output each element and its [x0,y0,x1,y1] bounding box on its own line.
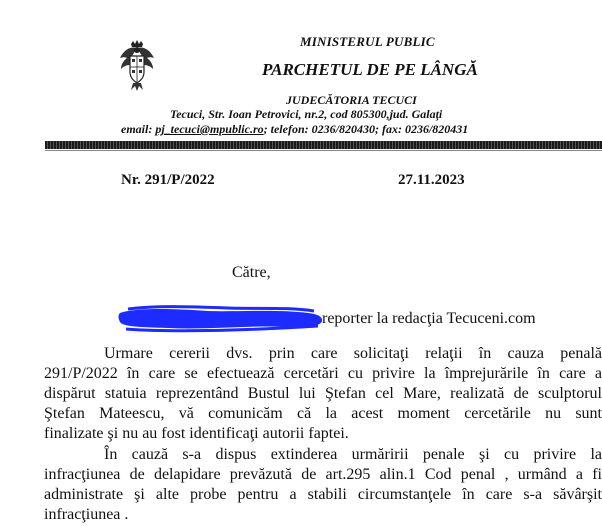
paragraph-1-line-3: dispărut statuia reprezentând Bustul lui Ştefan cel Mare, realizată de sculptorul [44,385,602,402]
paragraph-1-line-2: 291/P/2022 în care se efectuează cercetări cu privire la împrejurările în care a [44,365,602,382]
phone-fax: ; telefon: 0236/820430; fax: 0236/820431 [263,122,469,136]
paragraph-2-line-3: administrate şi alte probe pentru a stabili circumstanţele în care s-a săvârşit [44,486,602,503]
ministry-heading: MINISTERUL PUBLIC [300,34,435,49]
redaction-mark [118,303,324,333]
paragraph-1-line-5: finalizate şi nu au fost identificaţi autorii faptei. [44,425,349,442]
institution-heading: PARCHETUL DE PE LÂNGĂ [262,60,478,79]
document-number: Nr. 291/P/2022 [121,172,215,188]
email-label: email: [121,122,153,136]
contact-line [121,122,468,137]
court-heading: JUDECĂTORIA TECUCI [286,93,417,107]
paragraph-2-line-4: infracţiunea . [44,506,129,523]
header-divider-thin [45,150,602,151]
paragraph-1-line-4: Ştefan Mateescu, vă comunicăm că la acest moment cercetările nu sunt [44,405,602,422]
paragraph-2-line-2: infracţiunea de delapidare prevăzută de art.295 alin.1 Cod penal , urmând a fi [44,466,602,483]
address-line: Tecuci, Str. Ioan Petrovici, nr.2, cod 805300,jud. Galaţi [170,107,443,121]
salutation: Către, [232,264,271,281]
email-link[interactable]: pj_tecuci@mpublic.ro [155,122,264,136]
header-divider [45,141,602,149]
paragraph-2-line-1: În cauză s-a dispus extinderea urmăririi penale şi cu privire la [104,446,602,463]
paragraph-1-line-1: Urmare cererii dvs. prin care solicitaţi relaţii în cauza penală [104,345,602,362]
document-date: 27.11.2023 [398,172,465,188]
coat-of-arms-icon [118,40,156,92]
recipient-line: reporter la redacţia Tecuceni.com [322,310,536,327]
